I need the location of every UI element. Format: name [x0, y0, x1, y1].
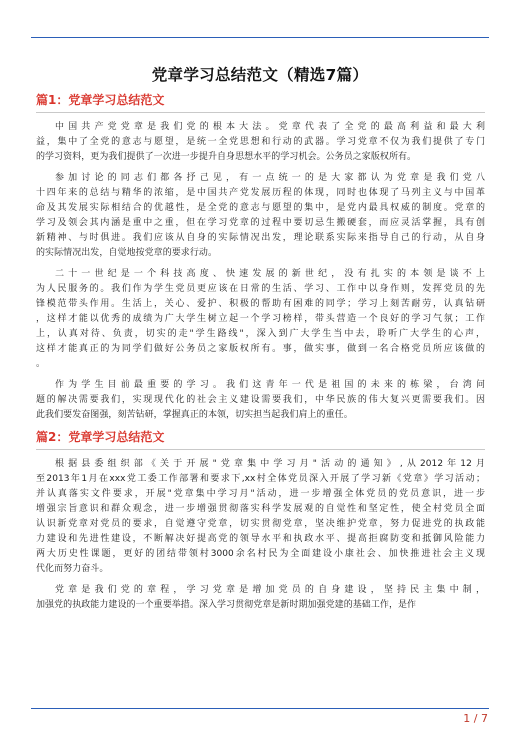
paragraph-line: 益，集中了全党的意志与愿望，是统一全党思想和行动的武器。学习党章不仅为我们提供了专门 [36, 137, 485, 147]
paragraph [36, 457, 485, 577]
paragraph-line: 题的解决需要我们，实现现代化的社会主义建设需要我们，中华民族的伟大复兴更需要我们。因 [36, 395, 485, 405]
paragraph-line: 加强党的执政能力建设的一个重要举措。深入学习贯彻党章是新时期加强党建的基础工作，是作 [36, 600, 417, 610]
paragraph-line: 认识新党章对党员的要求，自觉遵守党章，切实贯彻党章，坚决维护党章，努力促进党的执政能 [36, 519, 485, 529]
paragraph-line: 中国共产党党章是我们党的根本大法。党章代表了全党的最高利益和最大利 [55, 122, 485, 132]
paragraph [36, 267, 485, 372]
paragraph-line: 命及其发展实际相结合的优越性，是全党的意志与愿望的集中，是党内最具权威的制度。党章的 [36, 203, 485, 213]
paragraph [36, 378, 485, 423]
paragraph-line: 学习及领会其内涵是重中之重，但在学习党章的过程中要切忌生搬硬套，而应灵活掌握，具有创 [36, 218, 485, 228]
paragraph-line: 此我们要发奋图强，刻苦钻研，掌握真正的本领，切实担当起我们肩上的重任。 [36, 410, 353, 420]
paragraph-line: 根据县委组织部《关于开展"党章集中学习月"活动的通知》,从2012年12月 [55, 459, 485, 469]
paragraph-line: 并认真落实文件要求，开展"党章集中学习月"活动，进一步增强全体党员的党员意识，进一步 [36, 489, 485, 499]
header-rule [31, 37, 489, 38]
page-number: 1 / 7 [463, 712, 488, 725]
paragraph-line: 力建设和先进性建设，不断解决好提高党的领导水平和执政水平、提高拒腐防变和抵御风险能力 [36, 534, 485, 544]
footer-rule [31, 708, 489, 709]
paragraph [36, 583, 485, 613]
paragraph-line: 这样才能真正的为同学们做好公务员之家版权所有。事，做实事，做到一名合格党员所应该做的 [36, 344, 485, 354]
document-body [36, 92, 485, 619]
paragraph-line: 党章是我们党的章程，学习党章是增加党员的自身建设，坚持民主集中制， [55, 585, 485, 595]
paragraph-line: ，这样才能以优秀的成绩为广大学生树立起一个学习榜样，带头营造一个良好的学习气氛；工作 [36, 314, 485, 324]
paragraph-line: 的学习资料，更为我们提供了一次进一步提升自身思想水平的学习机会。公务员之家版权所有。 [36, 152, 417, 162]
paragraph-line: 十四年来的总结与精华的浓缩，是中国共产党发展历程的体现，同时也体现了马列主义与中国革 [36, 188, 485, 198]
paragraph-line: 增强宗旨意识和群众观念，进一步增强贯彻落实科学发展观的自觉性和坚定性，使全村党员全面 [36, 504, 485, 514]
paragraph-line: 为人民服务的。我们作为学生党员更应该在日常的生活、学习、工作中以身作则，发挥党员的先 [36, 284, 485, 294]
section-heading: 篇2：党章学习总结范文 [36, 429, 485, 450]
paragraph-line: 代化而努力奋斗。 [36, 564, 109, 574]
section-heading: 篇1：党章学习总结范文 [36, 92, 485, 113]
paragraph-line: 。 [36, 359, 46, 369]
paragraph-line: 至2013年1月在xxx党工委工作部署和要求下,xx村全体党员深入开展了学习新《党章》学习活动； [36, 474, 485, 484]
paragraph [36, 171, 485, 261]
paragraph-line: 锋模范带头作用。生活上，关心、爱护、积极的帮助有困难的同学；学习上刻苦耐劳，认真钻研 [36, 299, 485, 309]
document-title: 党章学习总结范文（精选7篇） [151, 66, 369, 84]
paragraph-line: 两大历史性课题，更好的团结带领村3000余名村民为全面建设小康社会、加快推进社会主义现 [36, 549, 485, 559]
paragraph-line: 的实际情况出发，自觉地按党章的要求行动。 [36, 248, 218, 258]
paragraph-line: 上，认真对待、负责，切实的走"学生路线"，深入到广大学生当中去，聆听广大学生的心声， [36, 329, 485, 339]
paragraph-line: 新精神、与时俱进。我们应该从自身的实际情况出发，理论联系实际来指导自己的行动，从自身 [36, 233, 485, 243]
paragraph-line: 作为学生目前最重要的学习。我们这青年一代是祖国的未来的栋梁，台湾问 [55, 380, 485, 390]
paragraph-line: 参加讨论的同志们都各抒己见，有一点统一的是大家都认为党章是我们党八 [55, 173, 485, 183]
paragraph [36, 120, 485, 165]
paragraph-line: 二十一世纪是一个科技高度、快速发展的新世纪，没有扎实的本领是谈不上 [55, 269, 485, 279]
